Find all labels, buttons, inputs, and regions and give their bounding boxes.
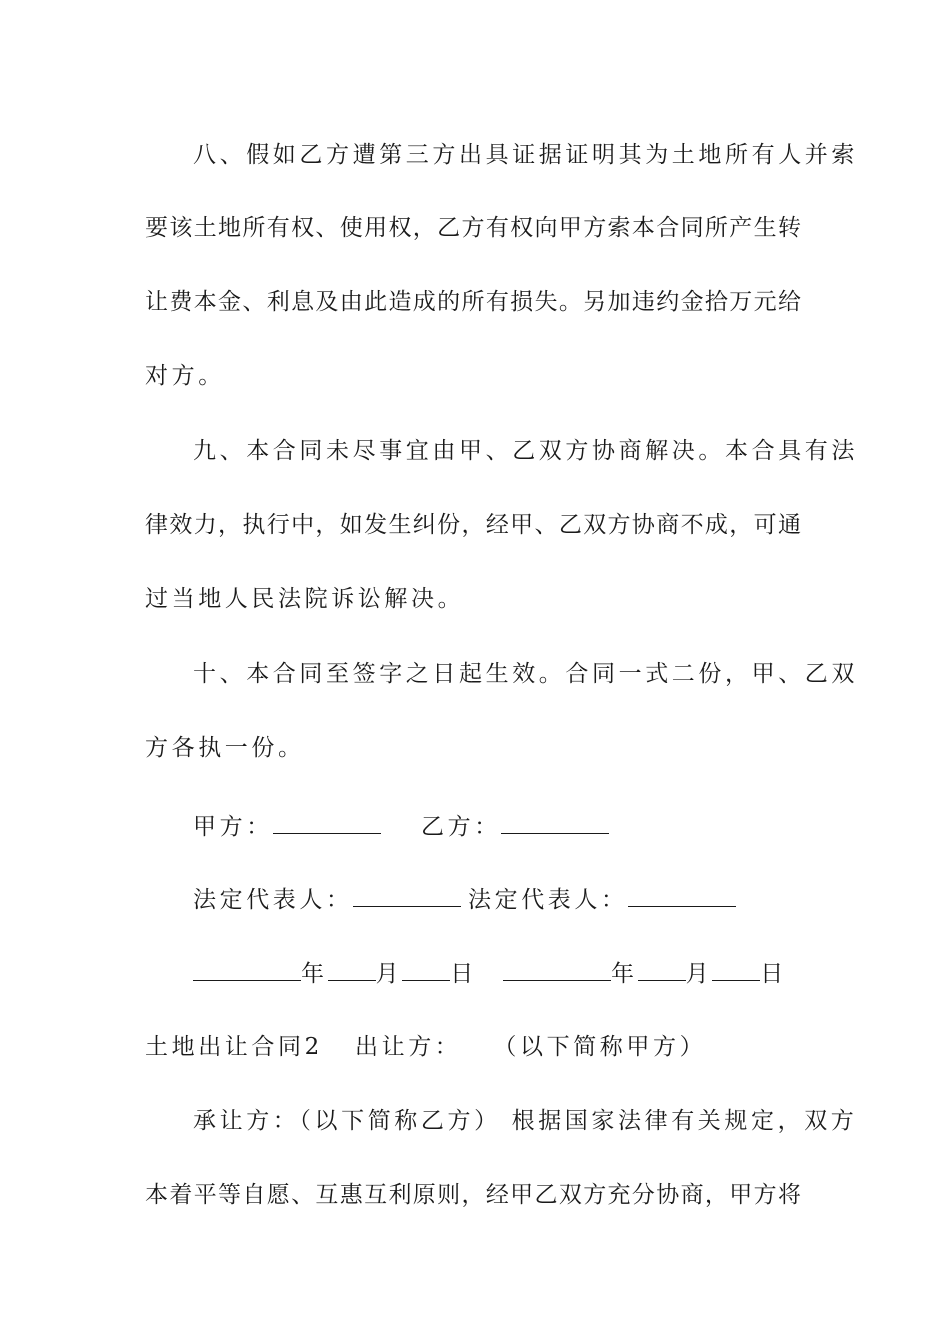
- date-b-day-blank[interactable]: [712, 958, 760, 981]
- para9-line1: 九、本合同未尽事宜由甲、乙双方协商解决。本合具有法: [193, 438, 858, 464]
- para9-line3: 过当地人民法院诉讼解决。: [145, 586, 465, 612]
- para10-line2: 方各执一份。: [145, 735, 305, 761]
- date-a-row: [193, 958, 477, 989]
- para8-line1: 八、假如乙方遭第三方出具证据证明其为土地所有人并索: [193, 142, 858, 168]
- contract2-line3: 本 着 平 等 自 愿 、 互 惠 互 利 原 则 ， 经 甲 乙 双 方 充 分 协 商 ， 甲 方 将: [145, 1182, 801, 1208]
- party-a-row: [193, 811, 381, 842]
- date-a-month-blank[interactable]: [328, 958, 376, 981]
- date-b-month-label: 月: [685, 961, 713, 987]
- date-b-row: [503, 958, 787, 989]
- rep-b-blank[interactable]: [628, 884, 736, 907]
- date-b-month-blank[interactable]: [638, 958, 686, 981]
- date-b-year-blank[interactable]: [503, 958, 611, 981]
- date-a-day-label: 日: [450, 961, 477, 987]
- date-a-year-label: 年: [301, 961, 328, 987]
- para8-line3: 让 费 本 金 、 利 息 及 由 此 造 成 的 所 有 损 失 。 另 加 违 约 金 拾 万 元 给: [145, 289, 801, 315]
- rep-b-row: [468, 884, 736, 915]
- para8-line2: 要 该 土 地 所 有 权 、 使 用 权 ， 乙 方 有 权 向 甲 方 索 本 合 同 所 产 生 转: [145, 215, 801, 241]
- date-b-day-label: 日: [760, 961, 787, 987]
- para9-line2: 律 效 力 ， 执 行 中 ， 如 发 生 纠 份 ， 经 甲 、 乙 双 方 协 商 不 成 ， 可 通: [145, 512, 801, 538]
- rep-a-label: 法定代表人：: [193, 887, 353, 913]
- contract2-title: 土地出让合同2: [145, 1034, 323, 1060]
- contract2-line2: 承让方：（以下简称乙方） 根据国家法律有关规定，双方: [193, 1108, 858, 1134]
- party-b-label: 乙方：: [421, 814, 501, 840]
- date-a-month-label: 月: [375, 961, 403, 987]
- date-b-year-label: 年: [611, 961, 638, 987]
- party-b-blank[interactable]: [501, 811, 609, 834]
- para8-line4: 对方。: [145, 363, 225, 389]
- para10-line1: 十、本合同至签字之日起生效。合同一式二份，甲、乙双: [193, 661, 858, 687]
- contract2-transferor-label: 出让方：: [355, 1034, 462, 1060]
- party-b-row: [421, 811, 609, 842]
- rep-a-blank[interactable]: [353, 884, 461, 907]
- date-a-day-blank[interactable]: [402, 958, 450, 981]
- party-a-label: 甲方：: [193, 814, 273, 840]
- contract2-transferor-row: [355, 1032, 706, 1062]
- date-a-year-blank[interactable]: [193, 958, 301, 981]
- party-a-blank[interactable]: [273, 811, 381, 834]
- contract2-transferor-note: （以下简称甲方）: [493, 1034, 707, 1060]
- rep-a-row: [193, 884, 461, 915]
- rep-b-label: 法定代表人：: [468, 887, 628, 913]
